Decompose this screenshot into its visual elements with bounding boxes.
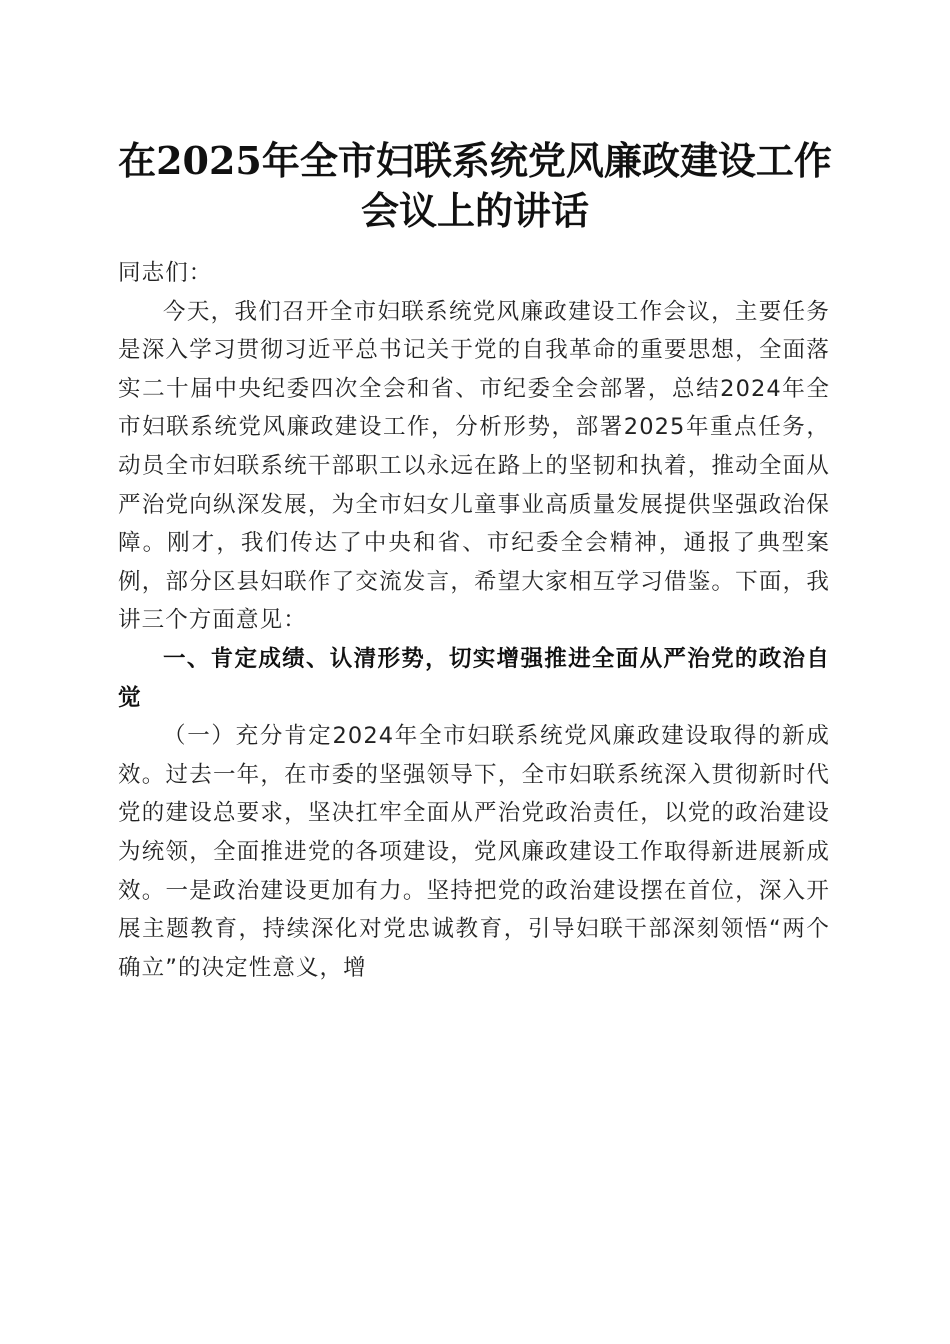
- document-title: 在2025年全市妇联系统党风廉政建设工作会议上的讲话: [118, 138, 832, 233]
- document-body: [118, 254, 830, 987]
- salutation: 同志们：: [118, 260, 213, 286]
- intro-paragraph: 今天，我们召开全市妇联系统党风廉政建设工作会议，主要任务是深入学习贯彻习近平总书记关于党的自我革命的重要思想，全面落实二十届中央纪委四次全会和省、市纪委全会部署，总结2024年全市妇联系统党风廉政建设工作，分析形势，部署2025年重点任务，动员全市妇联系统干部职工以永远在路上的坚韧和执着，推动全面从严治党向纵深发展，为全市妇女儿童事业高质量发展提供坚强政治保障。刚才，我们传达了中央和省、市纪委全会精神，通报了典型案例，部分区县妇联作了交流发言，希望大家相互学习借鉴。下面，我讲三个方面意见：: [118, 298, 830, 634]
- section-one-paragraph: （一）充分肯定2024年全市妇联系统党风廉政建设取得的新成效。过去一年，在市委的坚强领导下，全市妇联系统深入贯彻新时代党的建设总要求，坚决扛牢全面从严治党政治责任，以党的政治建设为统领，全面推进党的各项建设，党风廉政建设工作取得新进展新成效。一是政治建设更加有力。坚持把党的政治建设摆在首位，深入开展主题教育，持续深化对党忠诚教育，引导妇联干部深刻领悟“两个确立”的决定性意义，增: [118, 723, 830, 981]
- section-heading-one: 一、肯定成绩、认清形势，切实增强推进全面从严治党的政治自觉: [118, 645, 830, 711]
